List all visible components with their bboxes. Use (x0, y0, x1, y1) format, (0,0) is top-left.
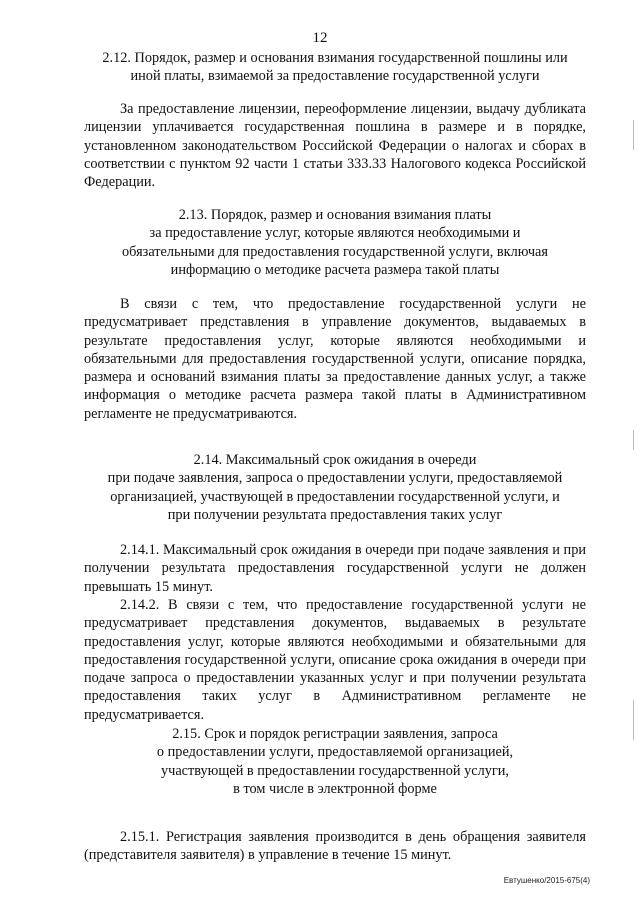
heading-line: за предоставление услуг, которые являются необходимыми и (149, 225, 521, 242)
section-2-15-1-text: 2.15.1. Регистрация заявления производится в день обращения заявителя (представителя заявителя) в управление в течение 15 минут. (84, 829, 586, 864)
heading-line: 2.14. Максимальный срок ожидания в очереди (193, 452, 477, 468)
heading-line: о предоставлении услуги, предоставляемой организацией, (156, 744, 514, 761)
heading-line: иной платы, взимаемой за предоставление государственной услуги (130, 68, 540, 85)
heading-line: обязательными для предоставления государственной услуги, включая (122, 243, 548, 260)
section-2-12-text: За предоставление лицензии, переоформление лицензии, выдачу дубликата лицензии уплачивается государственная пошлина в размере и в порядке, установленном законодательством Российской Федерации о налогах и сборах в соответствии с пунктом 92 части 1 статьи 333.33 Налогового кодекса Российской Федерации. (84, 101, 586, 191)
page-number: 12 (312, 30, 328, 46)
heading-line: 2.12. Порядок, размер и основания взимания государственной пошлины или (102, 50, 568, 66)
section-2-14-1-text: 2.14.1. Максимальный срок ожидания в очереди при подаче заявления и при получении результата предоставления государственной услуги не должен превышать 15 минут. (84, 542, 586, 595)
heading-line: при подаче заявления, запроса о предоставлении услуги, предоставляемой (107, 470, 563, 487)
heading-line: 2.13. Порядок, размер и основания взимания платы (178, 207, 492, 223)
footer-document-code: Евтушенко/2015-675(4) (503, 876, 590, 885)
scan-edge-mark (633, 120, 634, 150)
heading-line: участвующей в предоставлении государственной услуги, (160, 762, 510, 779)
heading-line: 2.15. Срок и порядок регистрации заявления, запроса (172, 726, 498, 742)
scan-edge-mark (633, 700, 634, 740)
heading-line: в том числе в электронной форме (233, 780, 437, 797)
section-2-14-2-text: 2.14.2. В связи с тем, что предоставление государственной услуги не предусматривает представления документов, выдаваемых в результате предоставления услуг, которые являются необходимыми и обязательными для предоставления государственной услуги, описание срока ожидания в очереди при подаче запроса о предоставлении указанных услуг и при получении результата предоставления таких услуг в Административном регламенте не предусматривается. (84, 597, 586, 723)
section-2-15-heading (84, 725, 586, 798)
scan-edge-mark (633, 430, 634, 450)
section-2-14-heading (84, 451, 586, 524)
heading-line: при получении результата предоставления таких услуг (167, 506, 503, 523)
heading-line: информацию о методике расчета размера такой платы (170, 261, 500, 278)
section-2-13-heading (84, 206, 586, 279)
section-2-12-heading (84, 49, 586, 86)
heading-line: организацией, участвующей в предоставлении государственной услуги, и (110, 488, 560, 505)
section-2-13-text: В связи с тем, что предоставление государственной услуги не предусматривает представления в управление документов, выдаваемых в результате предоставления услуг, которые являются необходимыми и обязательными для предоставления государственной услуги, описание порядка, размера и оснований взимания платы за предоставление данных услуг, а также информация о методике расчета размера такой платы в Административном регламенте не предусматриваются. (84, 296, 586, 422)
